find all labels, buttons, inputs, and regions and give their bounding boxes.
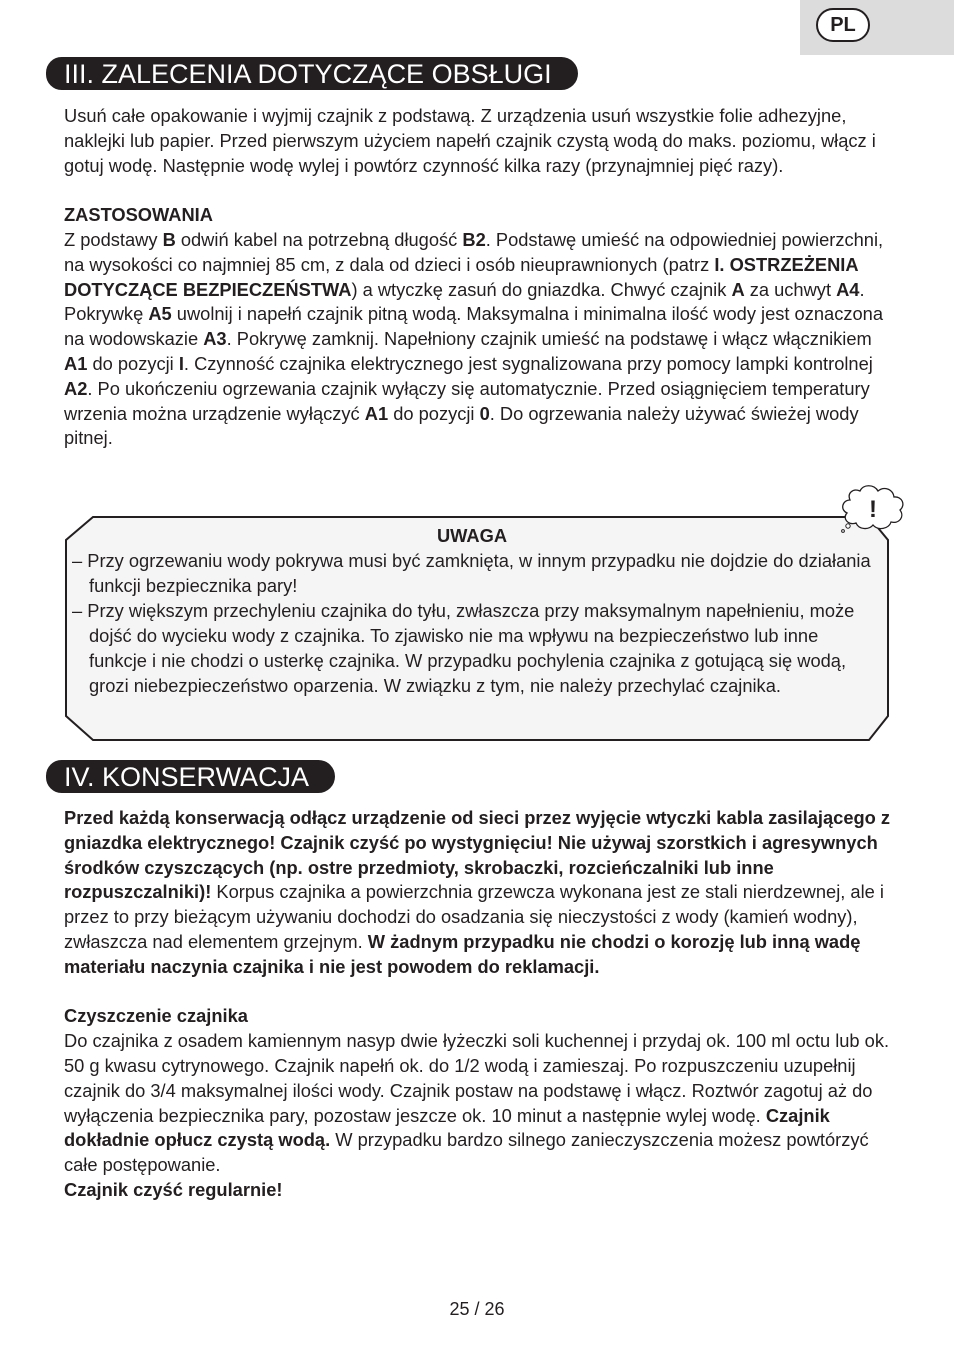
intro-paragraph: Usuń całe opakowanie i wyjmij czajnik z podstawą. Z urządzenia usuń wszystkie folie adhezyjne, naklejki lub papier. Przed pierwszym użyciem napełń czajnik czystą wodą do maks. poziomu, włącz i gotuj wodę. Następnie wodę wylej i powtórz czynność kilka razy (przynajmniej pięć razy). <box>64 105 876 176</box>
bold-text: A1 <box>364 402 389 424</box>
body-text: do pozycji <box>87 352 179 374</box>
section-title-maintenance: IV. KONSERWACJA <box>46 760 335 793</box>
bold-text: W żadnym przypadku nie chodzi o korozję lub inną wadę materiału naczynia czajnika i nie jest powodem do reklamacji. <box>64 930 861 977</box>
body-text: do pozycji <box>388 402 480 424</box>
language-tab <box>800 0 954 55</box>
warning-box <box>64 516 890 742</box>
bold-text: A2 <box>64 377 88 399</box>
maintenance-paragraph <box>64 806 894 980</box>
section-body-usage <box>64 104 894 451</box>
cleaning-heading: Czyszczenie czajnika <box>64 1005 248 1027</box>
warning-item: – Przy ogrzewaniu wody pokrywa musi być zamknięta, w innym przypadku nie dojdzie do działania funkcji bezpiecznika pary! <box>72 550 871 596</box>
body-text: . Pokrywę zamknij. Napełniony czajnik umieść na podstawę i włącz włącznikiem <box>226 328 872 350</box>
body-text: uwolnij i napełń czajnik pitną wodą. Maksymalna i minimalna ilość wody jest oznaczona na wodowskazie <box>64 303 883 350</box>
usage-paragraph <box>64 228 894 451</box>
body-text: . Podstawę umieść na odpowiedniej powierzchni, na wysokości co najmniej 85 cm, z dala od dzieci i osób nieuprawnionych (patrz <box>64 228 884 275</box>
bold-text: A4 <box>836 278 860 300</box>
cleaning-paragraph <box>64 1029 894 1178</box>
bold-text: A5 <box>148 303 172 325</box>
bold-text: B2 <box>462 228 486 250</box>
bold-text: I <box>178 352 184 374</box>
body-text: za uchwyt <box>744 278 837 300</box>
page-number: 25 / 26 <box>449 1299 505 1319</box>
body-text: W przypadku bardzo silnego zanieczyszczenia możesz powtórzyć całe postępowanie. <box>64 1129 869 1176</box>
language-badge: PL <box>816 8 870 42</box>
body-text: . Do ogrzewania należy używać świeżej wody pitnej. <box>64 402 859 449</box>
usage-heading: ZASTOSOWANIA <box>64 204 213 226</box>
body-text: . Czynność czajnika elektrycznego jest sygnalizowana przy pomocy lampki kontrolnej <box>183 352 873 374</box>
bold-text: Czajnik dokładnie opłucz czystą wodą. <box>64 1104 830 1151</box>
body-text: odwiń kabel na potrzebną długość <box>175 228 463 250</box>
bold-text: 0 <box>479 402 490 424</box>
exclamation-mark: ! <box>869 496 877 523</box>
bold-text: B <box>162 228 176 250</box>
body-text: . Pokrywkę <box>64 278 865 325</box>
section-body-maintenance <box>64 806 894 1203</box>
cleaning-closing: Czajnik czyść regularnie! <box>64 1178 283 1200</box>
bold-text: A1 <box>64 352 88 374</box>
body-text: ) a wtyczkę zasuń do gniazdka. Chwyć czajnik <box>351 278 732 300</box>
bold-text: I. OSTRZEŻENIA DOTYCZĄCE BEZPIECZEŃSTWA <box>64 253 858 300</box>
body-text: Do czajnika z osadem kamiennym nasyp dwie łyżeczki soli kuchennej i przydaj ok. 100 ml octu lub ok. 50 g kwasu cytrynowego. Czajnik napełń ok. do 1/2 wodą i zamieszaj. Po rozpuszczeniu uzupełnij czajnik do 3/4 maksymalnej ilości wody. Czajnik postaw na podstawę i włącz. Roztwór zagotuj aż do wyłączenia bezpiecznika pary, pozostaw jeszcze ok. 10 minut a następnie wylej wodę. <box>64 1030 890 1126</box>
section-title-usage: III. ZALECENIA DOTYCZĄCE OBSŁUGI <box>46 57 578 90</box>
bold-text: A3 <box>203 328 227 350</box>
bold-text: A <box>731 278 745 300</box>
body-text: . Po ukończeniu ogrzewania czajnik wyłączy się automatycznie. Przed osiągnięciem temperatury wrzenia można urządzenie wyłączyć <box>64 377 870 424</box>
body-text: Z podstawy <box>64 228 163 250</box>
warning-item: – Przy większym przechyleniu czajnika do tyłu, zwłaszcza przy maksymalnym napełnieniu, może dojść do wycieku wody z czajnika. To zjawisko nie ma wpływu na bezpieczeństwo lub inne funkcje i nie chodzi o usterkę czajnika. W przypadku pochylenia czajnika z gotującą się wodą, grozi niebezpieczeństwo oparzenia. W związku z tym, nie należy przechylać czajnika. <box>72 600 855 696</box>
warning-cloud-icon <box>838 482 908 539</box>
body-text: Korpus czajnika a powierzchnia grzewcza wykonana jest ze stali nierdzewnej, ale i przez to przy bieżącym używaniu dochodzi do osadzania się nieczystości z wody (kamień wodny), zwłaszcza nad elementem grzejnym. <box>64 881 884 952</box>
warning-title: UWAGA <box>436 525 508 546</box>
bold-text: Przed każdą konserwacją odłącz urządzenie od sieci przez wyjęcie wtyczki kabla zasilającego z gniazdka elektrycznego! Czajnik czyść po wystygnięciu! Nie używaj szorstkich i agresywnych środków czyszczących (np. ostre przedmioty, skrobaczki, rozcieńczalniki lub inne rozpuszczalniki)! <box>64 807 891 903</box>
